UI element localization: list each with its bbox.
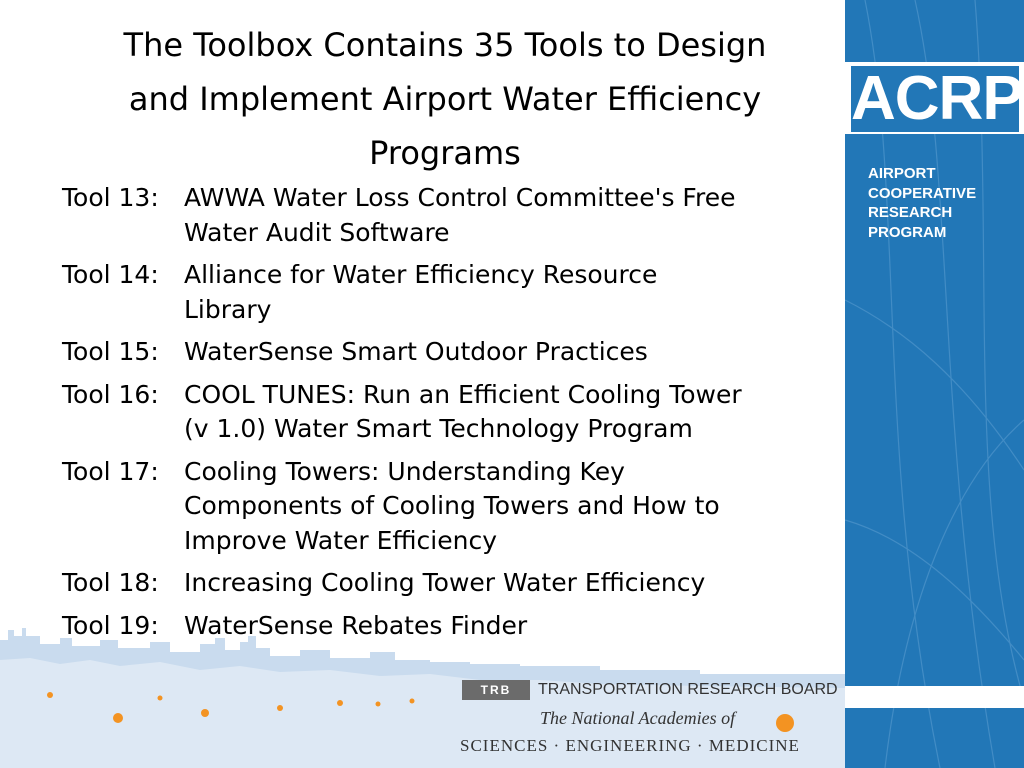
tool-number: Tool 16: — [62, 379, 159, 409]
tool-number: Tool 14: — [62, 260, 159, 289]
tool-number: Tool 15: — [62, 337, 159, 366]
acrp-program-line: RESEARCH — [868, 204, 953, 221]
tool-description — [184, 378, 844, 447]
list-item — [62, 181, 844, 250]
tools-list — [62, 181, 844, 651]
tool-description — [184, 181, 844, 250]
list-item — [62, 258, 844, 327]
trb-sem-text: SCIENCES · ENGINEERING · MEDICINE — [460, 736, 800, 755]
tool-description — [184, 258, 844, 327]
tool-line: Increasing Cooling Tower Water Efficiency — [184, 568, 706, 597]
trb-academies-text: The National Academies of — [540, 708, 736, 728]
tool-line: (v 1.0) Water Smart Technology Program — [184, 414, 693, 443]
tool-line: Improve Water Efficiency — [184, 525, 498, 555]
list-item — [62, 378, 844, 447]
list-item — [62, 609, 844, 644]
trb-name: TRANSPORTATION RESEARCH BOARD — [538, 681, 838, 698]
trb-badge: TRB — [462, 680, 530, 700]
acrp-program-line: PROGRAM — [868, 223, 947, 241]
trb-logo — [440, 676, 840, 768]
list-item — [62, 335, 844, 370]
tool-line: Library — [184, 294, 272, 324]
list-item — [62, 455, 844, 559]
acrp-program-name — [868, 164, 1018, 242]
tool-description — [184, 335, 844, 370]
acrp-program-line: AIRPORT — [868, 165, 936, 182]
tool-number: Tool 18: — [62, 568, 159, 597]
trb-header — [462, 680, 838, 700]
panel-divider-stripe — [845, 686, 1024, 708]
tool-number: Tool 19: — [62, 610, 159, 640]
tool-line: Cooling Towers: Understanding Key — [184, 456, 625, 486]
orange-dot-icon — [776, 714, 794, 732]
tool-line: WaterSense Smart Outdoor Practices — [184, 337, 648, 366]
tool-number: Tool 17: — [62, 456, 159, 486]
tool-line: Water Audit Software — [184, 217, 450, 247]
tool-number: Tool 13: — [62, 183, 159, 212]
title-line-1: The Toolbox Contains 35 Tools to Design — [123, 26, 767, 64]
slide-title — [40, 18, 850, 180]
tool-description — [184, 566, 844, 601]
tool-description — [184, 609, 844, 644]
tool-description — [184, 455, 844, 559]
tool-line: WaterSense Rebates Finder — [184, 610, 528, 640]
acrp-program-line: COOPERATIVE — [868, 184, 977, 202]
list-item — [62, 566, 844, 601]
tool-line: COOL TUNES: Run an Efficient Cooling Tower — [184, 379, 742, 409]
acrp-logo: ACRP — [851, 64, 1023, 133]
acrp-side-panel — [845, 0, 1024, 768]
title-line-2: and Implement Airport Water Efficiency — [128, 80, 762, 118]
tool-line: Components of Cooling Towers and How to — [184, 491, 720, 520]
title-line-3: Programs — [369, 134, 521, 172]
tool-line: AWWA Water Loss Control Committee's Free — [184, 183, 736, 212]
tool-line: Alliance for Water Efficiency Resource — [184, 260, 658, 289]
